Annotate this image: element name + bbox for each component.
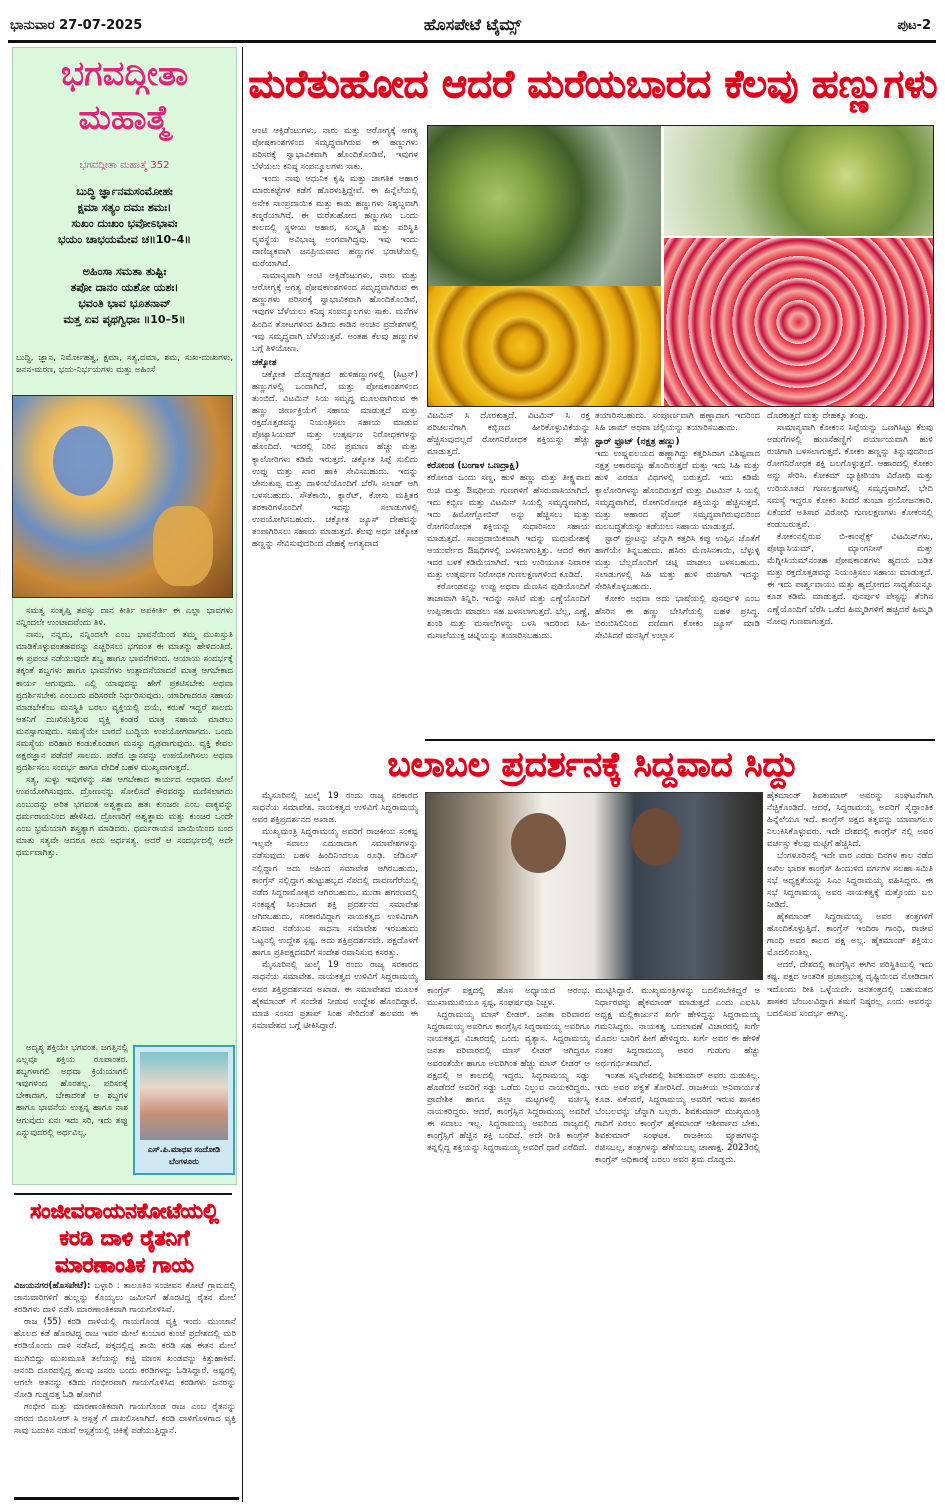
- fruit-col-1: [252, 125, 418, 735]
- bear-paragraph: ಗಂಭೀರ ಮತ್ತು ಮಾರಣಾಂತಿಕವಾಗಿ ಗಾಯಗೊಂಡ ರಾಜ ಎಂಬ ರೈತನನ್ನು ನಗರದ ಬಿಎಂಸಿಆರ್ ಸಿ ಆಸ್ಪತ್ರೆ ಗೆ ದಾಖಲಿಸಲಾಗಿದೆ. ಕರಡಿ ದಾಳಿಗೊಳಗಾದ ವ್ಯಕ್ತಿ ಸಾವು ಬದುಕಿನ ನಡುವೆ ಆಸ್ಪತ್ರೆಯಲ್ಲಿ ಚಿಕಿತ್ಸೆ ಪಡೆಯುತ್ತಿದ್ದಾನೆ.: [14, 1401, 236, 1437]
- author-box: [133, 1045, 235, 1175]
- arjuna-figure: [153, 506, 213, 586]
- bear-paragraph: ರಾಜ (55) ಕರಡಿ ದಾಳಿಯಲ್ಲಿ ಗಾಯಗೊಂಡ ವ್ಯಕ್ತಿ ಇಂದು ಮುಂಜಾನೆ ಹೊಲದ ಕಡೆ ಹೊರಟಿದ್ದ ರಾಜ ಇವರ ಮೇಲೆ ಕುಂಬಾರ ಕುಂಟೆ ಪ್ರದೇಶದಲ್ಲಿ ಮರಿ ಕರಡಿಯೊಂದು ದಾಳಿ ನಡೆಸಿದೆ, ಪಕ್ಕದಲ್ಲಿದ್ದ ತಾಯಿ ಕರಡಿ ಸಹ ಈತನ ಮೇಲೆ ಮುಗಿಬಿದ್ದು ಮುಖಮೂತಿ ತಲೆಯನ್ನು ಕಚ್ಚಿ ಮಾಂಸ ಖಂಡವನ್ನು ಕಿತ್ತುಹಾಕಿವೆ. ಆನಂದಿ ದೂರದಲ್ಲಿದ್ದ ಹಲವು ಜನರು ಬಂದು ಕರಡಿಗಳನ್ನು ಓಡಿಸಿದ್ದಾರೆ. ಅಷ್ಟರಲ್ಲಿ ಆಗಲೇ ಆತನನ್ನು ಕಡಿದು ಗಂಭೀರವಾಗಿ ಗಾಯಗೊಳಿಸಿದ ಕರಡಿಗಳು ಜನರನ್ನು ನೋಡಿ ಗುಡ್ಡದತ್ತ ಓಡಿ ಹೋಗಿವೆ: [14, 1317, 236, 1400]
- krishna-figure: [53, 426, 113, 496]
- siddu-paragraph: ಹೈಕಮಾಂಡ್ ಸಿದ್ದರಾಮಯ್ಯ ಅವರ ತಂತ್ರಗಳಿಗೆ ಹೊಂದಿಕೊಳ್ಳುತ್ತಿದೆ. ಕಾಂಗ್ರೆಸ್ ಇಂದಿರಾ ಗಾಂಧಿ, ರಾಜೀವ ಗಾಂಧಿ ಅವರ ಕಾಲದ ಪಕ್ಷ ಅಲ್ಲ. ಹೈಕಮಾಂಡ್ ಶಕ್ತಿಯು ಮೊದಲಿನಂತಿಲ್ಲ.: [767, 911, 933, 959]
- siddu-headline: ಬಲಾಬಲ ಪ್ರದರ್ಶನಕ್ಕೆ ಸಿದ್ದವಾದ ಸಿದ್ದು: [387, 745, 799, 785]
- bear-headline-line: ಸಂಜೀವರಾಯನಕೋಟೆಯಲ್ಲಿ: [30, 1199, 219, 1223]
- siddu-paragraph: ಕಾಂಗ್ರೆಸ್ ಪಕ್ಷದಲ್ಲಿ ಹೊಸ ಅಧ್ಯಾಯದ ಆರಂಭ. ಮುಖಾಮುಖಿಯೂ ಸ್ಪಷ್ಟ, ಸಂಘರ್ಷವೂ ನಿಚ್ಚಳ.: [427, 986, 590, 1009]
- siddu-paragraph: ಇಂತಹ ಸನ್ನಿವೇಶದಲ್ಲಿ ಶಿವಕುಮಾರ್ ಅವರು ದುಡುಕಿಲ್ಲ. ಇದು ಅವರ ಪಕ್ವತೆ ತೋರಿಸಿದೆ. ರಾಜಕೀಯ ಅನಿವಾರ್ಯತೆ ಕೂಡ. ಏಕೆಂದರೆ, ಸಿದ್ದರಾಮಯ್ಯ ಅವರಿಗೆ ಇರುವ ಶಾಸಕರ ಬೆಂಬಲವನ್ನು ಚೆನ್ನಾಗಿ ಬಲ್ಲರು. ಶಿವಕುಮಾರ್ ಮುಖ್ಯಮಂತ್ರಿ ಗಾದಿಗೆ ಏರಲು ಕಾಂಗ್ರೆಸ್ ಹೈಕಮಾಂಡ್ ಆಶೀರ್ವಾದ ಬೇಕು. ಶಿವಕುಮಾರ್ ಸಂಘಟಕ. ರಾಜಕೀಯ ವ್ಯೂಹಗಳನ್ನು ರಚಿಸಬಲ್ಲ, ತಂತ್ರಗಳನ್ನು ಹೆಣೆಯಬಲ್ಲ ಚಾಣಾಕ್ಷ. 2023ರಲ್ಲಿ ಕಾಂಗ್ರೆಸ್ ಅಧಿಕಾರಕ್ಕೆ ಬರಲು ಅವರ ಶ್ರಮ ದೊಡ್ಡದು.: [595, 1070, 760, 1166]
- fruit-photos: [427, 125, 934, 407]
- siddu-paragraph: ಹೈಕಮಾಂಡ್ ಶಿವಕುಮಾರ್ ಅವರನ್ನು ಸಂಘಟನೆಗಾಗಿ ನೆಚ್ಚಿಕೊಂಡಿದೆ. ಆದರೆ, ಸಿದ್ದರಾಮಯ್ಯ ಅವರಿಗೆ ಸೈದ್ಧಾಂತಿಕ ಹಿನ್ನೆಲೆಯೂ ಇದೆ. ಕಾಂಗ್ರೆಸ್ ಪಕ್ಷದ ತತ್ವವನ್ನು ಯಾವಾಗಲೂ ನಿಲುಕಿಸಿಕೊಳ್ಳುವರು. ಇದೇ ದೇಶದಲ್ಲಿ ಕಾಂಗ್ರೆಸ್ ನಲ್ಲಿ ಅವರ ವರ್ಚಸ್ಸು ಕೆಲವು ಮಟ್ಟಿಗೆ ಹೆಚ್ಚಿಸಿದೆ.: [767, 791, 933, 850]
- star-fruit-photo: [428, 286, 661, 406]
- siddu-paragraph: ಮುಟ್ಟಿಸಿದ್ದಾರೆ. ಮುಖ್ಯಮಂತ್ರಿಗಳನ್ನು ಬದಲಿಸಬೇಕಿದ್ದರೆ ಆ ನಿರ್ಧಾರವನ್ನು ಹೈಕಮಾಂಡ್ ಮಾಡುತ್ತದೆ ಎಂದು ಎಐಸಿಸಿ ಅಧ್ಯಕ್ಷ ಮಲ್ಲಿಕಾರ್ಜುನ ಖರ್ಗೆ ಹೇಳಿದ್ದನ್ನು ಸಿದ್ದರಾಮಯ್ಯ ಗಮನಿಸಿದ್ದರು. ನಾಯಕತ್ವ ಬದಲಾವಣೆ ವಿಚಾರದಲ್ಲಿ ಖರ್ಗೆ ಮೊದಲ ಬಾರಿಗೆ ಹೀಗೆ ಹೇಳಿದ್ದರು. ಖರ್ಗೆ ಅವರ ಈ ಹೇಳಿಕೆ ನಂತರ ಸಿದ್ದರಾಮಯ್ಯ ಅವರ ಗುಡುಗು ಹೆಚ್ಚು ಅರ್ಥಗರ್ಭಿತವಾಗಿದೆ.: [595, 986, 760, 1069]
- column-divider: [242, 47, 243, 1502]
- gita-body: [16, 605, 233, 1041]
- fruit-paragraph: ಸ್ಟಾರ್ ಫ್ರೂಟನ್ನು ಚೆನ್ನಾಗಿ ಕತ್ತರಿಸಿ ಕಪ್ಪು ಉಪ್ಪಿನ ಜೊತೆಗೆ ಹಾಗೆಯೇ ತಿನ್ನಬಹುದು. ಹಸಿರು ಮೆಣಸಿನಕಾಯಿ, ಬೆಳ್ಳುಳ್ಳಿ ಮತ್ತು ಬೆಲ್ಲದೊಂದಿಗೆ ಚಟ್ನಿ ಮಾಡಲು ಬಳಸಬಹುದು. ಸಲಾಡುಗಳಲ್ಲಿ ಸಿಹಿ ಮತ್ತು ಹುಳಿ ರುಚಿಗಾಗಿ ಇದನ್ನು ಸೇರಿಸಿಕೊಳ್ಳಬಹುದು.: [595, 533, 760, 593]
- bael-fruit-photo: [664, 126, 933, 236]
- siddu-paragraph: ಸಿದ್ದರಾಮಯ್ಯ ಮಾಸ್ ಲೀಡರ್. ಜನತಾ ಪರಿವಾರದ ಸಿದ್ದರಾಮಯ್ಯ ಅವರಿಗೂ ಕಾಂಗ್ರೆಸ್ಸಿನ ಸಿದ್ದರಾಮಯ್ಯ ಅವರಿಗೂ ನಾಯಕತ್ವದ ವಿಚಾರದಲ್ಲಿ ಒಂದು ವ್ಯತ್ಯಾಸ. ಸಿದ್ದರಾಮಯ್ಯ ಜನತಾ ಪರಿವಾರದಲ್ಲಿ ಮಾಸ್ ಲೀಡರ್ ಆಗಿದ್ದರೂ ಅವರಂತೆಯೇ ಹಾಗೂ ಅವರಿಗಿಂತ ಹೆಚ್ಚು ಮಾಸ್ ಲೀಡರ್ ಆ ಪಕ್ಷದಲ್ಲಿ ಆ ಕಾಲದಲ್ಲಿ ಇದ್ದರು. ಸಿದ್ದರಾಮಯ್ಯ ಸಡ್ಡು ಹೊಡೆದರೆ ಅವರಿಗೆ ಸಡ್ಡು ಒಡೆದು ನಿಲ್ಲುವ ನಾಯಕರಿದ್ದರು. ಪ್ರಾದೇಶಿಕ ಹಾಗೂ ಜಿಲ್ಲಾ ಮಟ್ಟಗಳಲ್ಲಿ ವರ್ಚಸ್ವಿ ನಾಯಕರಿದ್ದರು. ಆದರೆ, ಕಾಂಗ್ರೆಸ್ಸಿನ ಸಿದ್ದರಾಮಯ್ಯ ಅವರಿಗೆ ಈ ಸವಾಲು ಇಲ್ಲ. ಸಿದ್ದರಾಮಯ್ಯ ಅವರಿಂದ ರಾಜ್ಯದಲ್ಲಿ ಕಾಂಗ್ರೆಸ್ಸಿಗೆ ಹೆಚ್ಚಿನ ಶಕ್ತಿ ಬಂದಿದೆ. ಅದೇ ರೀತಿ ಕಾಂಗ್ರೆಸ್ ತನ್ನಲ್ಲಿದ್ದ ಶಕ್ತಿಯನ್ನು ಸಿದ್ದರಾಮಯ್ಯ ಅವರಿಗೆ ಧಾರೆ ಎರೆದಿದೆ.: [427, 1010, 590, 1154]
- fruit-paragraph: ಸಾಮಾನ್ಯವಾಗಿ ಕೋಕಂನ ಸಿಪ್ಪೆಯನ್ನು ಒಣಗಿಸಿಟ್ಟು ಕೆಲವು ಅಡುಗೆಗಳಲ್ಲಿ ಹುಣಸೆಹಣ್ಣಿಗೆ ಪರ್ಯಾಯವಾಗಿ ಹುಳಿ ರುಚಿಗಾಗಿ ಬಳಸಲಾಗುತ್ತದೆ. ಕೋಕಂ ಹಣ್ಣನ್ನು ತಿನ್ನುವುದರಿಂದ ರೋಗನಿರೋಧಕ ಶಕ್ತಿ ಬಲಗೊಳ್ಳುತ್ತದೆ. ಆಹಾರದಲ್ಲಿ ಕೋಕಂ ಅನ್ನು ಸೇರಿಸಿ. ಕೋಕಮ್ ಬ್ಯಾಕ್ಟೀರಿಯಾ ವಿರೋಧಿ ಮತ್ತು ಉರಿಯೂತದ ಗುಣಲಕ್ಷಣಗಳಲ್ಲಿ ಸಮೃದ್ಧವಾಗಿದೆ. ಭೇದಿ ಸಮಸ್ಯೆ ಇದ್ದರೂ ಕೋಕಂ ತಿಂದರೆ ತುಂಬಾ ಪ್ರಯೋಜನಕಾರಿ. ಏಕೆಂದರೆ ಅತಿಸಾರ ವಿರೋಧಿ ಗುಣಲಕ್ಷಣಗಳು ಕೋಕಂನಲ್ಲಿ ಕಂಡುಬರುತ್ತವೆ.: [767, 423, 933, 530]
- section-rule: [425, 739, 935, 741]
- siddaramaiah-shivakumar-photo: [425, 792, 763, 980]
- verse-line: ಮತ್ತ ಏವ ಪೃಥಗ್ವಿಧಾಃ ॥10–5॥: [63, 313, 186, 326]
- fruit-subheading: ಕರೋಂಡ (ಬಂಗಾಳ ಒಣದ್ರಾಕ್ಷಿ): [427, 461, 520, 472]
- verse-line: ಭವಂತಿ ಭಾವ ಭೂತನಾವ್: [78, 297, 171, 310]
- siddu-paragraph: ಆದರೆ, ದೇಶದಲ್ಲಿ ಕಾಂಗ್ರೆಸ್ಸಿನ ಈಗಿನ ಪರಿಸ್ಥಿತಿಯಲ್ಲಿ ಇದು ಕಷ್ಟ. ಪಕ್ಷದ ಆಂತರಿಕ ಪ್ರಜಾಪ್ರಭುತ್ವ ದೃಷ್ಟಿಯಿಂದ ನೋಡಿದಾಗ ಇದೊಂದು ರೀತಿ ಒಳ್ಳೆಯದೇ. ಜನತಂತ್ರದಲ್ಲಿ ಬಹುಮತದ ಶಾಸಕರ ಬೆಂಬಲವಿದ್ದಾಗ ತಮಗೆ ನಿಷ್ಠರಲ್ಲ ಎಂದು ಅವರನ್ನು ಬದಲಿಸುವ ಸಂದರ್ಭ ಈಗಿಲ್ಲ.: [767, 960, 933, 1019]
- verse-line: ತಪೋ ದಾನಂ ಯಶೋ ಯಶಃ।: [70, 281, 179, 294]
- gita-paragraph: ಅದೃಶ್ಯ ಶಕ್ತಿಯೇ ಭಗವಂತ. ಜಗತ್ತಿನಲ್ಲಿ ಎಲ್ಲವೂ ಶಕ್ತಿಯ ರೂಪಾಂತರ. ಶಬ್ದಗಳಾಗಲಿ ಅಥವಾ ಕ್ರಿಯೆಯಾಗಲಿ ಇವುಗಳಿಂದ ಹೊರತಲ್ಲ. ಪರಿಸರಕ್ಕೆ ಬೇಕಾದಾಗ, ಬೇಕಾದಂತೆ ಆ ಶಬ್ದಗಳ ಹಾಗೂ ಭಾವನೆಯ ಉತ್ಪನ್ನ ಹಾಗೂ ನಾಶ ಆಗುವುದು ಏನಃ ಇದು ಸರಿ, ಇದು ತಪ್ಪು ಎನ್ನುವುದರಲ್ಲಿ ಅರ್ಥವಿಲ್ಲ.: [16, 1043, 128, 1138]
- issue-date: ಭಾನುವಾರ 27-07-2025: [10, 18, 143, 33]
- person-head: [511, 813, 566, 873]
- fruit-paragraph: ಕೋಕಂ ಅಥವಾ ಅದು ಭಾಷೆಯಲ್ಲಿ ಪುನರ್ಪುಳಿ ಎಂಬ ಹೆಸರಿನ ಈ ಹಣ್ಣು ಬೇಸಿಗೆಯಲ್ಲಿ ಬಹಳ ಪ್ರಸಿದ್ಧ. ಬಿರುಬಿಸಿಲಿನಿಂದ ದಣಿದಾಗ ಕೋಕಂ ಜ್ಯೂಸ್ ಮಾಡಿ ಸೇವಿಸಿದರೆ ಮನಸ್ಸಿಗೆ ಉಲ್ಲಾಸ: [595, 594, 760, 641]
- masthead: ಹೊಸಪೇಟೆ ಟೈಮ್ಸ್: [423, 15, 522, 34]
- fruit-col-3: [595, 410, 760, 735]
- gita-para-text: ಬುದ್ಧಿ, ಜ್ಞಾನ, ನಿರ್ಮೋಹತ್ವ, ಕ್ಷಮಾ, ಸತ್ಯ,ದಮಾ, ಶಮ, ಸುಖ-ದುಃಖಗಳು, ಜನನ-ಮರಣ, ಭಯ-ನಿರ್ಭಯಗಳು ಮತ್ತು ಅಹಿಂಸೆ: [16, 353, 233, 376]
- bear-dateline: ವಿಜಯನಗರ(ಹೊಸಪೇಟೆ):: [14, 1281, 91, 1291]
- bottom-rule: [14, 1497, 239, 1500]
- verse-line: ಅಹಿಂಸಾ ಸಮತಾ ತುಷ್ಟಿಃ: [82, 265, 167, 278]
- page-number: ಪುಟ-2: [897, 18, 931, 33]
- karonda-photo: [664, 238, 933, 406]
- gita-paragraph: ನಾನು, ನನ್ನದು, ನನ್ನಿಂದಲೇ ಎಂಬ ಭಾವನೆಯಿಂದ ತಮ್ಮ ಮುಖಸ್ತುತಿ ಮಾಡಿಕೊಳ್ಳುವಂತಹವರನ್ನು ಎಚ್ಚರಿಸಲು ಭಗವಂತ ಈ ಮಾತನ್ನು ಹೇಳಿದಂತಿದೆ. ಈ ಪ್ರಪಂಚ ನಡೆಯುವುದೇ ಶಬ್ದ ಹಾಗೂ ಭಾವನೆಗಳಿಂದ. ಆಯಾಯ ಸಂದರ್ಭಕ್ಕೆ ತಕ್ಕಂತೆ ಶಬ್ದಗಳು ಹಾಗೂ ಭಾವನೆಗಳು ಉತ್ಪಾದನೆಯಾದರೆ ಮಾತ್ರ ಆಗಬೇಕಾದ ಕಾರ್ಯ ಆಗುವುದು. ಎಲ್ಲಿ ಯಾವುದನ್ನು ಹೇಗೆ ಪ್ರಕಟಿಸಬೇಕು ಅಥವಾ ಪ್ರದರ್ಶಿಸಬೇಕು ಎಂಬುದು ಪರಿಸರವೇ ನಿರ್ಧರಿಸುವುದು. ಯಾರಿಗಾದರೂ ಸಹಾಯ ಮಾಡಬೇಕೆಂಬ ಮನಸ್ಥಿತಿ ಬರಲು ವ್ಯಕ್ತಿಯಲ್ಲಿ ದಯೆ, ಕರುಣೆ ಇದ್ದರೆ ಸಾಲದು ಆತನಿಗೆ ದುಃಖಿಸುತ್ತಿರುವ ವ್ಯಕ್ತಿ ಕಂಡರೆ ಮಾತ್ರ ಸಹಾಯ ಮಾಡಲು ಮನಸ್ಸಾಗುವುದು. ಸಮಸ್ಯೆಯೇ ಬಾರದೆ ಬುದ್ಧಿಯ ಉಪಯೋಗವಾಗದು. ಒಂದು ಸಮಸ್ಯೆಯ ಪರಿಹಾರ ಕಂಡುಕೊಂಡಾಗ ಮನಸ್ಸು ದೃಢವಾಗುವುದು. ವ್ಯಕ್ತಿ ಕೇವಲ ಅಕ್ಷರಜ್ಞಾನ ಪಡೆದರೆ ಸಾಲದು. ಪಡೆದ ಜ್ಞಾನವನ್ನು ಉಪಯೋಗಿಸಲು ಅಥವಾ ಪ್ರದರ್ಶಿಸಲು ಸಂದರ್ಭ ಹಾಗೂ ವೇದಿಕೆ ಬಹಳ ಮುಖ್ಯವಾಗುತ್ತದೆ.: [16, 630, 233, 774]
- verse-line: ಭಯಂ ಚಾಭಯಮೇವ ಚ॥10–4॥: [57, 233, 192, 246]
- gita-title-line: ಭಗವದ್ಗೀತಾ: [60, 54, 189, 94]
- siddu-paragraph: ಮೈಸೂರಿನಲ್ಲಿ ಜುಲೈ 19 ರಂದು ರಾಜ್ಯ ಸರಕಾರದ ಸಾಧನೆಯ ಸಮಾವೇಶ. ನಾಯಕತ್ವದ ಉಳಿವಿಗೆ ಸಿದ್ದರಾಮಯ್ಯ ಅವರ ಶಕ್ತಿಪ್ರದರ್ಶನದ ಅಖಾಡ.: [252, 791, 418, 826]
- fruit-subheading: ಸ್ಟಾರ್ ಫ್ರೂಟ್ (ನಕ್ಷತ್ರ ಹಣ್ಣು): [595, 437, 680, 448]
- fruit-paragraph: ಕೋಕಂನಲ್ಲಿರುವ ಬಿ-ಕಾಂಪ್ಲೆಕ್ಸ್ ವಿಟಮಿನ್‌ಗಳು, ಪೊಟ್ಯಾಸಿಯಮ್, ಮ್ಯಾಂಗನೀಸ್ ಮತ್ತು ಮೆಗ್ನೀಸಿಯಮ್‌ನಂತಹ ಪೋಷಕಾಂಶಗಳು ಹೃದಯ ಬಡಿತ ಮತ್ತು ರಕ್ತದೊತ್ತಡವನ್ನು ನಿಯಂತ್ರಿಸಲು ಸಹಾಯ ಮಾಡುತ್ತದೆ. ಈ ಇದು ಪಾರ್ಶ್ವವಾಯು ಮತ್ತು ಹೃದ್ರೋಗದ ಸಾಧ್ಯತೆಯನ್ನೂ ಕೂಡ ಕಡಿಮೆ ಮಾಡುತ್ತದೆ. ಪುನರ್ಪುಳಿ ಪೇಸ್ಟನ್ನು ತೆಂಗಿನ ಎಣ್ಣೆಯೊಂದಿಗೆ ಬೆರೆಸಿ ಒಡೆದ ಹಿಮ್ಮಡಿಗಳಿಗೆ ಹಚ್ಚಿದರೆ ಹಿಮ್ಮಡಿ ನೋವು ಗುಣವಾಗುತ್ತದೆ.: [767, 531, 933, 627]
- fruit-col-2: [427, 410, 590, 735]
- wood-apple-photo: [428, 126, 661, 286]
- fruit-paragraph: ಇದು ಉಷ್ಣವಲಯದ ಹಣ್ಣಾಗಿದ್ದು ಕತ್ತರಿಸಿದಾಗ ವಿಶಿಷ್ಟವಾದ ನಕ್ಷತ್ರ ಆಕಾರವನ್ನು ಹೊಂದಿರುತ್ತದೆ ಮತ್ತು ಇದು ಸಿಹಿ ಮತ್ತು ಹುಳಿ ಎರಡೂ ವಿಧಗಳಲ್ಲಿ ಬರುತ್ತದೆ. ಇದು ಕಡಿಮೆ ಕ್ಯಾಲೋರಿಗಳನ್ನು ಹೊಂದಿರುತ್ತದೆ ಮತ್ತು ವಿಟಮಿನ್ ಸಿ ಯಲ್ಲಿ ಸಮೃದ್ಧವಾಗಿದೆ, ರೋಗನಿರೋಧಕ ಶಕ್ತಿಯನ್ನು ಹೆಚ್ಚಿಸುತ್ತದೆ. ಮತ್ತು ಆಹಾರದ ಫೈಬರ್ ಸಮೃದ್ಧವಾಗಿರುವುದರಿಂದ ಮಲಬದ್ಧತೆಯನ್ನು ತಡೆಯಲು ಸಹಾಯ ಮಾಡುತ್ತದೆ.: [595, 449, 760, 532]
- siddu-col-1: [252, 790, 418, 1499]
- fruit-paragraph: ಆಂಟಿ ಆಕ್ಸಿಡೆಂಟುಗಳು, ನಾರು ಮತ್ತು ಆರೋಗ್ಯಕ್ಕೆ ಅಗತ್ಯ ಪೋಷಕಾಂಶಗಳಿಂದ ಸಮೃದ್ಧವಾಗಿರುವ ಈ ಹಣ್ಣುಗಳು ಪರಿಸರಕ್ಕೆ ಸ್ವಾಭಾವಿಕವಾಗಿ ಹೊಂದಿಕೊಂಡಿವೆ, ಇವುಗಳ ಬೆಳೆಯಲು ಕನಿಷ್ಠ ಸಂಪನ್ಮೂಲಗಳು ಸಾಕು.: [252, 126, 418, 173]
- verse-line: ಕ್ಷಮಾ ಸತ್ಯಂ ದಮಃ ಶಮಃ।: [77, 201, 172, 214]
- gita-para: [16, 352, 233, 388]
- fruit-headline: ಮರೆತುಹೋದ ಆದರೆ ಮರೆಯಬಾರದ ಕೆಲವು ಹಣ್ಣುಗಳು: [248, 62, 938, 107]
- fruit-paragraph: ತಯಾರಿಸಬಹುದು. ಸಂಪೂರ್ಣವಾಗಿ ಹಣ್ಣಾದಾಗ ಇದರಿಂದ ಸಿಹಿ ಜಾಮ್ ಅಥವಾ ಜೆಲ್ಲಿಯನ್ನು ತಯಾರಿಸಬಹುದು.: [595, 411, 760, 434]
- siddu-paragraph: ಬೆಂಗಳೂರಿನಲ್ಲಿ ಇದೇ ವಾರ ಎರಡು ದಿನಗಳ ಕಾಲ ನಡೆದ ಅಖಿಲ ಭಾರತ ಕಾಂಗ್ರೆಸ್ ಹಿಂದುಳಿದ ವರ್ಗಗಳ ಸಲಹಾ ಸಮಿತಿ ಸಭೆ ಅಧ್ಯಕ್ಷತೆಯನ್ನು ಸಿಎಂ ಸಿದ್ದರಾಮಯ್ಯ ವಹಿಸಿದ್ದರು. ಈ ಸಭೆ ಸಿದ್ದರಾಮಯ್ಯ ಅವರ ನಾಯಕತ್ವಕ್ಕೆ ಮತ್ತೊಂದು ಬಲ ನೀಡಿದೆ.: [767, 851, 933, 910]
- bear-headline-line: ಮಾರಣಾಂತಿಕ ಗಾಯ: [55, 1253, 194, 1277]
- gita-series: ಭಗವದ್ಗೀತಾ ಮಹಾತ್ಮೆ 352: [79, 160, 170, 171]
- author-city: ಬೆಂಗಳೂರು: [169, 1157, 199, 1166]
- section-rule: [14, 1193, 232, 1195]
- siddu-col-3: [595, 985, 760, 1499]
- fruit-paragraph: ಕರೋಂಡವನ್ನು ಉಪ್ಪು ಅಥವಾ ಮೆಣಸಿನ ಪುಡಿಯೊಂದಿಗೆ ತಾಜಾವಾಗಿ ತಿನ್ನಿರಿ. ಇದನ್ನು ಸಾಸಿವೆ ಮತ್ತು ಎಣ್ಣೆಯೊಂದಿಗೆ ಉಪ್ಪಿನಕಾಯಿ ಮಾಡಲು ಸಹ ಬಳಸಲಾಗುತ್ತದೆ. ಬೆಲ್ಲ, ಎಣ್ಣೆ, ಶುಂಠಿ ಮತ್ತು ಮಸಾಲೆಗಳನ್ನು ಬಳಸಿ ಇದರಿಂದ ಸಿಹಿ-ಮಸಾಲೆಯುಕ್ತ ಚಟ್ನಿಯನ್ನು ತಯಾರಿಸಬಹುದು.: [427, 582, 590, 641]
- siddu-paragraph: ಮೈಸೂರಿನಲ್ಲಿ ಜುಲೈ 19 ರಂದು ರಾಜ್ಯ ಸರಕಾರದ ಸಾಧನೆಯ ಸಮಾವೇಶ. ನಾಯಕತ್ವದ ಉಳಿವಿಗೆ ಸಿದ್ದರಾಮಯ್ಯ ಅವರ ಶಕ್ತಿಪ್ರದರ್ಶನದ ಅಖಾಡ. ಈ ಸಮಾವೇಶದ ಮೂಲಕ ಹೈಕಮಾಂಡ್ ಗೆ ಸಂದೇಶ ನೀಡುವ ಉದ್ದೇಶ ಹೊಂದಿದ್ದಾರೆ. ಮಾಜಿ ಸಂಸದ ಪ್ರತಾಪ್ ಸಿಂಹ ಸೇರಿದಂತೆ ಹಲವರು ಈ ಸಮಾವೇಶದ ಬಗ್ಗೆ ಟೀಕಿಸಿದ್ದಾರೆ.: [252, 960, 418, 1031]
- krishna-arjuna-image: [12, 395, 233, 598]
- verse-line: [12, 248, 237, 264]
- fruit-paragraph: ವಿಟಮಿನ್ ಸಿ ದೊರಕುತ್ತದೆ. ವಿಟಮಿನ್ ಸಿ ರಕ್ತ ಪರಿಚಲನೆಗಾಗಿ ಕಬ್ಬಿಣದ ಹೀರಿಕೊಳ್ಳುವಿಕೆಯನ್ನು ಹೆಚ್ಚಿಸುವುದಲ್ಲದೆ ರೋಗನಿರೋಧಕ ಶಕ್ತಿಯನ್ನು ಹೆಚ್ಚು ಮಾಡುತ್ತದೆ.: [427, 411, 590, 458]
- gita-paragraph: ಸಮತ್ವ ಸಂತೃಪ್ತಿ ತಪಸ್ಸು ದಾನ ಕೀರ್ತಿ ಅಪಕೀರ್ತಿ ಈ ಎಲ್ಲಾ ಭಾವಗಳು ನನ್ನಿಂದಲೇ ಉಂಟಾದವೆಂದು ತಿಳಿ.: [16, 606, 233, 629]
- bear-paragraph: ಬಳ್ಳಾರಿ : ತಾಲೂಕಿನ ಸಂಜೀವನ ಕೋಟೆ ಗ್ರಾಮದಲ್ಲಿ ಜಾನುವಾರಿಗಳಿಗೆ ಹುಲ್ಲನ್ನು ಕೊಯ್ಯಲು ಜಮೀನಿಗೆ ಹೊರಟಿದ್ದ ರೈತನ ಮೇಲೆ ಕರಡಿಗಳು ದಾಳಿ ನಡೆಸಿ ಮಾರಣಾಂತಿಕವಾಗಿ ಗಾಯಗೊಳಿಸಿವೆ.: [14, 1281, 236, 1316]
- author-photo: [140, 1052, 228, 1140]
- bear-headline-line: ಕರಡಿ ದಾಳಿ ರೈತನಿಗೆ: [59, 1226, 190, 1250]
- gita-title-line: ಮಹಾತ್ಮೆ: [78, 98, 171, 138]
- fruit-paragraph: ಕರೋಂಡ ಒಂದು ಸಣ್ಣ, ಹುಳಿ ಹಣ್ಣು ಮತ್ತು ತೀಕ್ಷ್ಣವಾದ ರುಚಿ ಮತ್ತು ಔಷಧೀಯ ಗುಣಗಳಿಗೆ ಹೆಸರುವಾಸಿಯಾಗಿದೆ. ಇದು ಕಬ್ಬಿಣ ಮತ್ತು ವಿಟಮಿನ್ ಸಿಯಲ್ಲಿ ಸಮೃದ್ಧವಾಗಿದೆ, ಇದು ಹಿಮೋಗ್ಲೋಬಿನ್ ಅನ್ನು ಹೆಚ್ಚಿಸಲು ಮತ್ತು ರೋಗನಿರೋಧಕ ಶಕ್ತಿಯನ್ನು ಸುಧಾರಿಸಲು ಸಹಾಯ ಮಾಡುತ್ತದೆ. ಸಾಂಪ್ರದಾಯಿಕವಾಗಿ ಇದನ್ನು ಮಧುಮೇಹಕ್ಕೆ ಆಯುರ್ವೇದ ಔಷಧಿಗಳಲ್ಲಿ ಬಳಸಲಾಗುತ್ತಿತ್ತು. ಆದರೆ ಈಗ ಇದರ ಬಳಕೆ ಕಡಿಮೆಯಾಗಿದೆ. ಇದು ಉರಿಯೂತ ನಿವಾರಕ ಮತ್ತು ಉತ್ಕರ್ಷಣ ನಿರೋಧಕ ಗುಣಲಕ್ಷಣಗಳಿಂದ ಕೂಡಿದೆ.: [427, 473, 590, 581]
- gita-title: [12, 52, 237, 140]
- gita-body-end: [16, 1042, 128, 1182]
- gita-paragraph: ಸತ್ಯ, ಸುಳ್ಳು ಇವುಗಳನ್ನು ಸಹ ಆಗಬೇಕಾದ ಕಾರ್ಯದ ಆಧಾರದ ಮೇಲೆ ಉಪಯೋಗಿಸುವುದು. ದ್ರೋಣನನ್ನು ಸೋಲಿಸದೆ ಕೌರವರನ್ನು ಮಣಿಸಲಾಗದು ಎಂಬುದನ್ನು ಅರಿತ ಭಗವಂತ ಅಶ್ವತ್ಥಾಮ ಹತಃ ಕುಂಜರಃ ಎಂಬ ವಾಕ್ಯವನ್ನು ಧರ್ಮರಾಯನಿಂದ ಹೇಳಿಸಿದ. ದ್ರೋಣರಿಗೆ ಅಶ್ವತ್ಥಾಮ ಮತ್ತು ಕುಂಜರ ಒಂದೇ ಎಂಬ ಭ್ರಮೆಯಾಗಿ ಶಸ್ತ್ರತ್ಯಾಗ ಮಾಡಿದರು. ಧರ್ಮರಾಯನ ಬಾಯಿಯಿಂದ ಬಂದ ಮಾತು ಸತ್ಯವೇ ಆದರೂ ಅದು ಅರ್ಧಸತ್ಯ. ಆದರೆ ಆ ಸಂದರ್ಭದಲ್ಲಿ ಅದೇ ಧರ್ಮವಾಗಿತ್ತು.: [16, 775, 233, 858]
- header-rule: [8, 40, 936, 43]
- bear-body: [14, 1280, 236, 1495]
- verse-line: ಸುಖಂ ದುಃಖಂ ಭವೋಽಭಾವಃ: [71, 217, 178, 230]
- gita-verses: [12, 184, 237, 328]
- fruit-subheading: ಚಕ್ಕೋತ: [252, 357, 277, 368]
- author-name: ಎಸ್.ಪಿ.ಮಾಧವ ಸಂದೋಡಿ: [147, 1145, 221, 1154]
- fruit-paragraph: ಇಂದು ನಾವು ಆಧುನಿಕ ಕೃಷಿ ಮತ್ತು ಜಾಗತಿಕ ಆಹಾರ ಮಾರುಕಟ್ಟೆಗಳ ಕಡೆಗೆ ಹೊರಳುತ್ತಿದ್ದೇವೆ. ಈ ಹಿನ್ನೆಲೆಯಲ್ಲಿ ಅನೇಕ ಸಾಂಪ್ರದಾಯಿಕ ಮತ್ತು ಕಾಡು ಹಣ್ಣುಗಳು ನಿಶ್ಶಬ್ದವಾಗಿ ಕಣ್ಮರೆಯಾಗಿವೆ. ಈ ಮರೆತುಹೋದ ಹಣ್ಣುಗಳು ಒಂದು ಕಾಲದಲ್ಲಿ ಸ್ಥಳೀಯ ಆಹಾರ, ಸಂಸ್ಕೃತಿ ಮತ್ತು ಪರಿಸ್ಥಿತಿ ವ್ಯವಸ್ಥೆಯ ಅವಿಭಾಜ್ಯ ಅಂಗವಾಗಿದ್ದವು. ಇವು ಇಂದು ವಾಣಿಜ್ಯಕವಾಗಿ ಜನಪ್ರಿಯವಾದ ಹಣ್ಣುಗಳ ಭರಾಟೆಯಲ್ಲಿ ಮರೆಯಾಗಿವೆ.: [252, 174, 418, 270]
- bear-headline: [12, 1198, 237, 1279]
- fruit-paragraph: ಸಾಮಾನ್ಯವಾಗಿ ಆಂಟಿ ಆಕ್ಸಿಡೆಂಟುಗಳು, ನಾರು ಮತ್ತು ಆರೋಗ್ಯಕ್ಕೆ ಅಗತ್ಯ ಪೋಷಕಾಂಶಗಳಿಂದ ಸಮೃದ್ಧವಾಗಿರುವ ಈ ಹಣ್ಣುಗಳು ಪರಿಸರಕ್ಕೆ ಸ್ವಾಭಾವಿಕವಾಗಿ ಹೊಂದಿಕೊಂಡಿವೆ, ಇವುಗಳ ಬೆಳೆಯಲು ಕನಿಷ್ಠ ಸಂಪನ್ಮೂಲಗಳು ಸಾಕು. ಮನೆಗಳ ಹಿಂದಿನ ತೋಟಗಳಿಂದ ಹಿಡಿದು ಕಾಡಿನ ಅಂಚಿನ ಪ್ರದೇಶಗಳಲ್ಲಿ ಇವು ಸಮೃದ್ಧವಾಗಿ ಬೆಳೆಯುತ್ತವೆ. ಅಂತಹ ಕೆಲವು ಹಣ್ಣುಗಳ ಬಗ್ಗೆ ತಿಳಿಯೋಣ.: [252, 271, 418, 354]
- siddu-col-2: [427, 985, 590, 1499]
- verse-line: ಬುದ್ಧಿ ರ್ಜ್ಞಾನಮಸಂಮೋಹಃ: [76, 185, 173, 198]
- fruit-paragraph: ಚಕ್ಕೋತ ದೊಡ್ಡಗಾತ್ರದ ಹುಳಿಹಣ್ಣುಗಳಲ್ಲಿ (ಸಿಟ್ರಸ್) ಹಣ್ಣುಗಳಲ್ಲಿ ಒಂದಾಗಿದೆ, ಮತ್ತು ಪೋಷಕಾಂಶಗಳಿಂದ ತುಂಬಿದೆ. ವಿಟಮಿನ್ ಸಿಯ ಸಮೃದ್ಧ ಮೂಲವಾಗಿರುವ ಈ ಹಣ್ಣು ಜೀರ್ಣಕ್ರಿಯೆಗೆ ಸಹಾಯ ಮಾಡುತ್ತದೆ ಮತ್ತು ರಕ್ತದೊತ್ತಡವನ್ನು ನಿಯಂತ್ರಿಸಲು ಸಹಾಯ ಮಾಡುವ ಪೊಟ್ಯಾಸಿಯಮ್ ಮತ್ತು ಉತ್ಕರ್ಷಣ ನಿರೋಧಕಗಳನ್ನು ಹೊಂದಿದೆ. ಇದರಲ್ಲಿ ನಿರಿನ ಪ್ರಮಾಣ ಹೆಚ್ಚು ಮತ್ತು ಕ್ಯಾಲೋರಿಗಳು ಕಡಿಮೆ ಇರುತ್ತದೆ. ಚಕ್ಕೋತ ಸಿಪ್ಪೆ ಸುಲಿದು ಉಪ್ಪು ಮತ್ತು ಖಾರ ಹಾಕಿ ಸೇವಿಸಬಹುದು. ಇದನ್ನು ಜೇನುತುಪ್ಪ ಮತ್ತು ದಾಳಿಂಬೆಯೊಂದಿಗೆ ಬೆರೆಸಿ ಸಲಾಡ್ ಆಗಿ ಬಳಸಬಹುದು. ಸೌತೆಕಾಯಿ, ಕ್ಯಾರೆಟ್, ಕೋಸು ಮತ್ತಿತರ ತರಕಾರಿಗಳೊಂದಿಗೆ ಇದನ್ನು ಸಲಾಡುಗಳಲ್ಲಿ ಉಪಯೋಗಿಸಬಹುದು. ಚಕ್ಕೋತ ಜ್ಯೂಸ್ ದೇಹವನ್ನು ತಂಪಾಗಿರಿಸಲು ಸಹಾಯ ಮಾಡುತ್ತದೆ. ಕೆಲವು ಅರ್ಧ ಚಕ್ಕೋತ ಹಣ್ಣನ್ನು ಸೇವಿಸುವುದರಿಂದ ದೇಹಕ್ಕೆ ಅಗತ್ಯವಾದ: [252, 369, 418, 550]
- siddu-paragraph: ಮುಖ್ಯಮಂತ್ರಿ ಸಿದ್ದರಾಮಯ್ಯ ಅವರಿಗೆ ರಾಜಕೀಯ ಸಂಕಷ್ಟ ಇಲ್ಲವೇ ಸವಾಲು ಎದುರಾದಾಗ ಸಮಾವೇಶಗಳನ್ನು ನಡೆಸುವುದು ಬಹಳ ಹಿಂದಿನಿಂದಲೂ ರೂಢಿ. ಜೆಡಿಎಸ್ ನಲ್ಲಿದ್ದಾಗ ಅದು ಅಹಿಂದ ಸಮಾವೇಶ ಆಗಿರಬಹುದು, ಕಾಂಗ್ರೆಸ್ ನಲ್ಲಿದ್ದಾಗ ಹುಟ್ಟುಹಬ್ಬದ ನೆಪದಲ್ಲಿ ದಾವಣಗೆರೆಯಲ್ಲಿ ನಡೆದ ಸಿದ್ದರಾಮೋತ್ಸವ ಆಗಿರಬಹುದು, ಮುಡಾ ಹಗರಣದಲ್ಲಿ ಸಂಕಷ್ಟಕ್ಕೆ ಸಿಲುಕಿದಾಗ ಶಕ್ತಿ ಪ್ರದರ್ಶನದ ಸಮಾವೇಶ ಆಗಿರಬಹುದು, ಸರಕಾರವಿದ್ದಾಗ ನಾಯಕತ್ವದ ಉಳಿವಿಗಾಗಿ ಶನಿವಾರ ನಡೆಯುವ ಸಾಧನಾ ಸಮಾವೇಶ ಇರಬಹುದು ಒಟ್ಟನಲ್ಲಿ ಉದ್ದೇಶ ಸ್ಪಷ್ಟ. ಅದು ಶಕ್ತಿಪ್ರದರ್ಶನವೇ. ಪಕ್ಷದೊಳಗೆ ಹಾಗೂ ಪ್ರತಿಪಕ್ಷದವರಿಗೆ ಸಂದೇಶ ರವಾನಿಸುವ ಕಸರತ್ತು.: [252, 827, 418, 959]
- fruit-col-4: [767, 410, 933, 735]
- siddu-col-4: [767, 790, 933, 1499]
- fruit-paragraph: ದೊರಕುತ್ತದೆ ಮತ್ತು ದೇಹಕ್ಕೂ ತಂಪು.: [767, 411, 868, 421]
- person-head: [631, 808, 681, 866]
